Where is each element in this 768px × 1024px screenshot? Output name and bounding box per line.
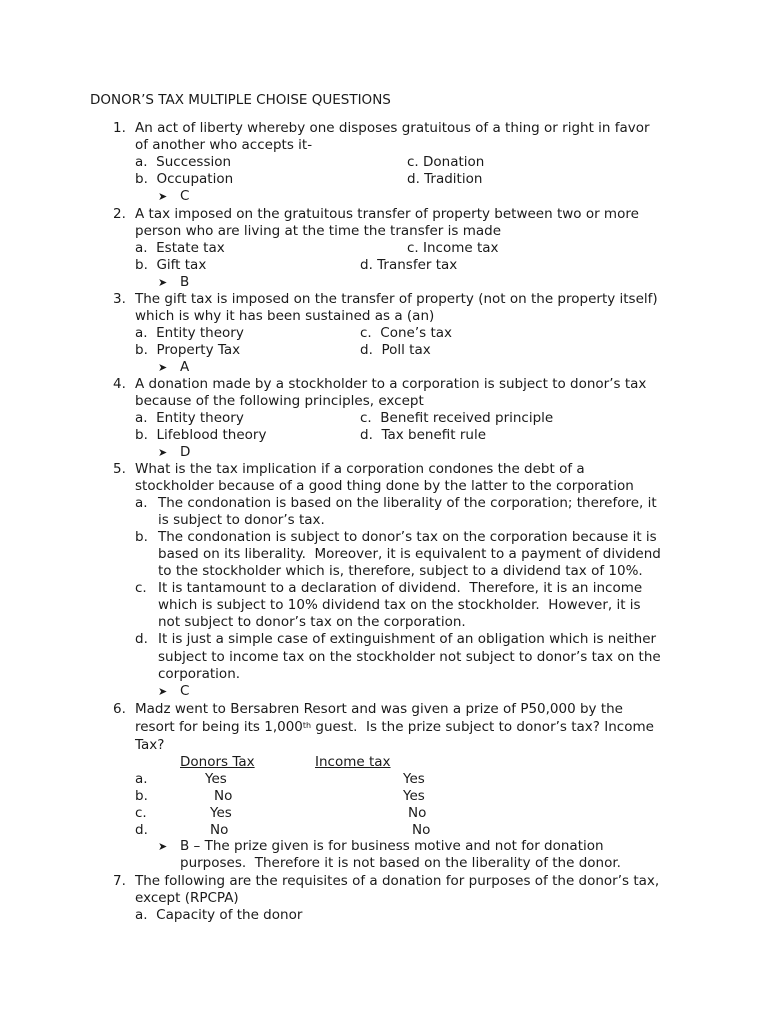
option-b-text: The condonation is subject to donor’s tax on the corporation because it is bbox=[158, 529, 657, 545]
answer: C bbox=[180, 683, 190, 699]
option-b: b. Lifeblood theory bbox=[135, 427, 267, 443]
option-d: d. Tax benefit rule bbox=[360, 427, 486, 443]
option-b: b. Occupation bbox=[135, 171, 234, 187]
question-text: which is why it has been sustained as a (an) bbox=[135, 308, 435, 324]
answer: D bbox=[180, 444, 191, 460]
option-b-text: to the stockholder which is, therefore, subject to a dividend tax of 10%. bbox=[158, 563, 643, 579]
page-title: DONOR’S TAX MULTIPLE CHOISE QUESTIONS bbox=[90, 92, 391, 108]
option-a: a. Succession bbox=[135, 154, 232, 170]
row-letter: b. bbox=[135, 788, 148, 804]
answer: B – The prize given is for business motive and not for donation bbox=[180, 838, 604, 854]
question-text: because of the following principles, except bbox=[135, 393, 424, 409]
question-text: of another who accepts it- bbox=[135, 137, 313, 153]
option-a-text: The condonation is based on the liberality of the corporation; therefore, it bbox=[158, 495, 657, 511]
row-income-value: No bbox=[412, 822, 431, 838]
question-number: 6. bbox=[113, 701, 126, 717]
question-text: The gift tax is imposed on the transfer of property (not on the property itself) bbox=[135, 291, 658, 307]
option-b-text: based on its liberality. Moreover, it is equivalent to a payment of dividend bbox=[158, 546, 661, 562]
option-a: a. Estate tax bbox=[135, 240, 225, 256]
question-text: A donation made by a stockholder to a corporation is subject to donor’s tax bbox=[135, 376, 647, 392]
option-b-letter: b. bbox=[135, 529, 148, 545]
question-number: 1. bbox=[113, 120, 126, 136]
row-letter: c. bbox=[135, 805, 147, 821]
arrow-bullet-icon: ➤ bbox=[158, 685, 168, 698]
option-c: c. Donation bbox=[407, 154, 485, 170]
question-text: person who are living at the time the transfer is made bbox=[135, 223, 502, 239]
question-text bbox=[135, 719, 654, 736]
answer: A bbox=[180, 359, 190, 375]
row-income-value: Yes bbox=[403, 788, 425, 804]
option-d-text: subject to income tax on the stockholder not subject to donor’s tax on the bbox=[158, 649, 661, 665]
answer: B bbox=[180, 274, 190, 290]
option-c-text: which is subject to 10% dividend tax on the stockholder. However, it is bbox=[158, 597, 641, 613]
question-text: Tax? bbox=[135, 737, 165, 753]
row-donors-value: No bbox=[214, 788, 233, 804]
option-a: a. Entity theory bbox=[135, 410, 244, 426]
question-text: The following are the requisites of a donation for purposes of the donor’s tax, bbox=[135, 873, 660, 889]
row-donors-value: Yes bbox=[210, 805, 232, 821]
question-text: An act of liberty whereby one disposes gratuitous of a thing or right in favor bbox=[135, 120, 650, 136]
row-donors-value: No bbox=[210, 822, 229, 838]
option-c: c. Income tax bbox=[407, 240, 499, 256]
arrow-bullet-icon: ➤ bbox=[158, 276, 168, 289]
question-text: A tax imposed on the gratuitous transfer of property between two or more bbox=[135, 206, 639, 222]
option-b: b. Gift tax bbox=[135, 257, 207, 273]
arrow-bullet-icon: ➤ bbox=[158, 446, 168, 459]
row-donors-value: Yes bbox=[205, 771, 227, 787]
arrow-bullet-icon: ➤ bbox=[158, 361, 168, 374]
option-d-text: It is just a simple case of extinguishment of an obligation which is neither bbox=[158, 631, 657, 647]
question-number: 5. bbox=[113, 461, 126, 477]
option-c-letter: c. bbox=[135, 580, 147, 596]
option-d: d. Transfer tax bbox=[360, 257, 458, 273]
question-number: 3. bbox=[113, 291, 126, 307]
question-number: 2. bbox=[113, 206, 126, 222]
option-b: b. Property Tax bbox=[135, 342, 241, 358]
option-c-text: not subject to donor’s tax on the corporation. bbox=[158, 614, 466, 630]
option-c: c. Cone’s tax bbox=[360, 325, 453, 341]
column-header-income-tax: Income tax bbox=[315, 754, 391, 770]
row-letter: a. bbox=[135, 771, 148, 787]
answer: purposes. Therefore it is not based on the liberality of the donor. bbox=[180, 855, 621, 871]
option-d: d. Poll tax bbox=[360, 342, 431, 358]
question-text: Madz went to Bersabren Resort and was given a prize of P50,000 by the bbox=[135, 701, 623, 717]
question-text-part: resort for being its 1,000 bbox=[135, 719, 303, 735]
option-d: d. Tradition bbox=[407, 171, 483, 187]
option-a-letter: a. bbox=[135, 495, 148, 511]
option-a-text: is subject to donor’s tax. bbox=[158, 512, 325, 528]
row-letter: d. bbox=[135, 822, 148, 838]
question-number: 7. bbox=[113, 873, 126, 889]
question-text: except (RPCPA) bbox=[135, 890, 239, 906]
option-a: a. Entity theory bbox=[135, 325, 244, 341]
column-header-donors-tax: Donors Tax bbox=[180, 754, 255, 770]
option-d-text: corporation. bbox=[158, 666, 241, 682]
arrow-bullet-icon: ➤ bbox=[158, 190, 168, 203]
arrow-bullet-icon: ➤ bbox=[158, 840, 168, 853]
question-text: stockholder because of a good thing done by the latter to the corporation bbox=[135, 478, 634, 494]
option-d-letter: d. bbox=[135, 631, 148, 647]
row-income-value: No bbox=[408, 805, 427, 821]
ordinal-superscript: th bbox=[302, 721, 312, 730]
row-income-value: Yes bbox=[403, 771, 425, 787]
question-text: What is the tax implication if a corporation condones the debt of a bbox=[135, 461, 585, 477]
option-a: a. Capacity of the donor bbox=[135, 907, 303, 923]
option-c: c. Benefit received principle bbox=[360, 410, 554, 426]
question-number: 4. bbox=[113, 376, 126, 392]
answer: C bbox=[180, 188, 190, 204]
option-c-text: It is tantamount to a declaration of dividend. Therefore, it is an income bbox=[158, 580, 643, 596]
question-text-part: guest. Is the prize subject to donor’s tax? Income bbox=[311, 719, 654, 735]
